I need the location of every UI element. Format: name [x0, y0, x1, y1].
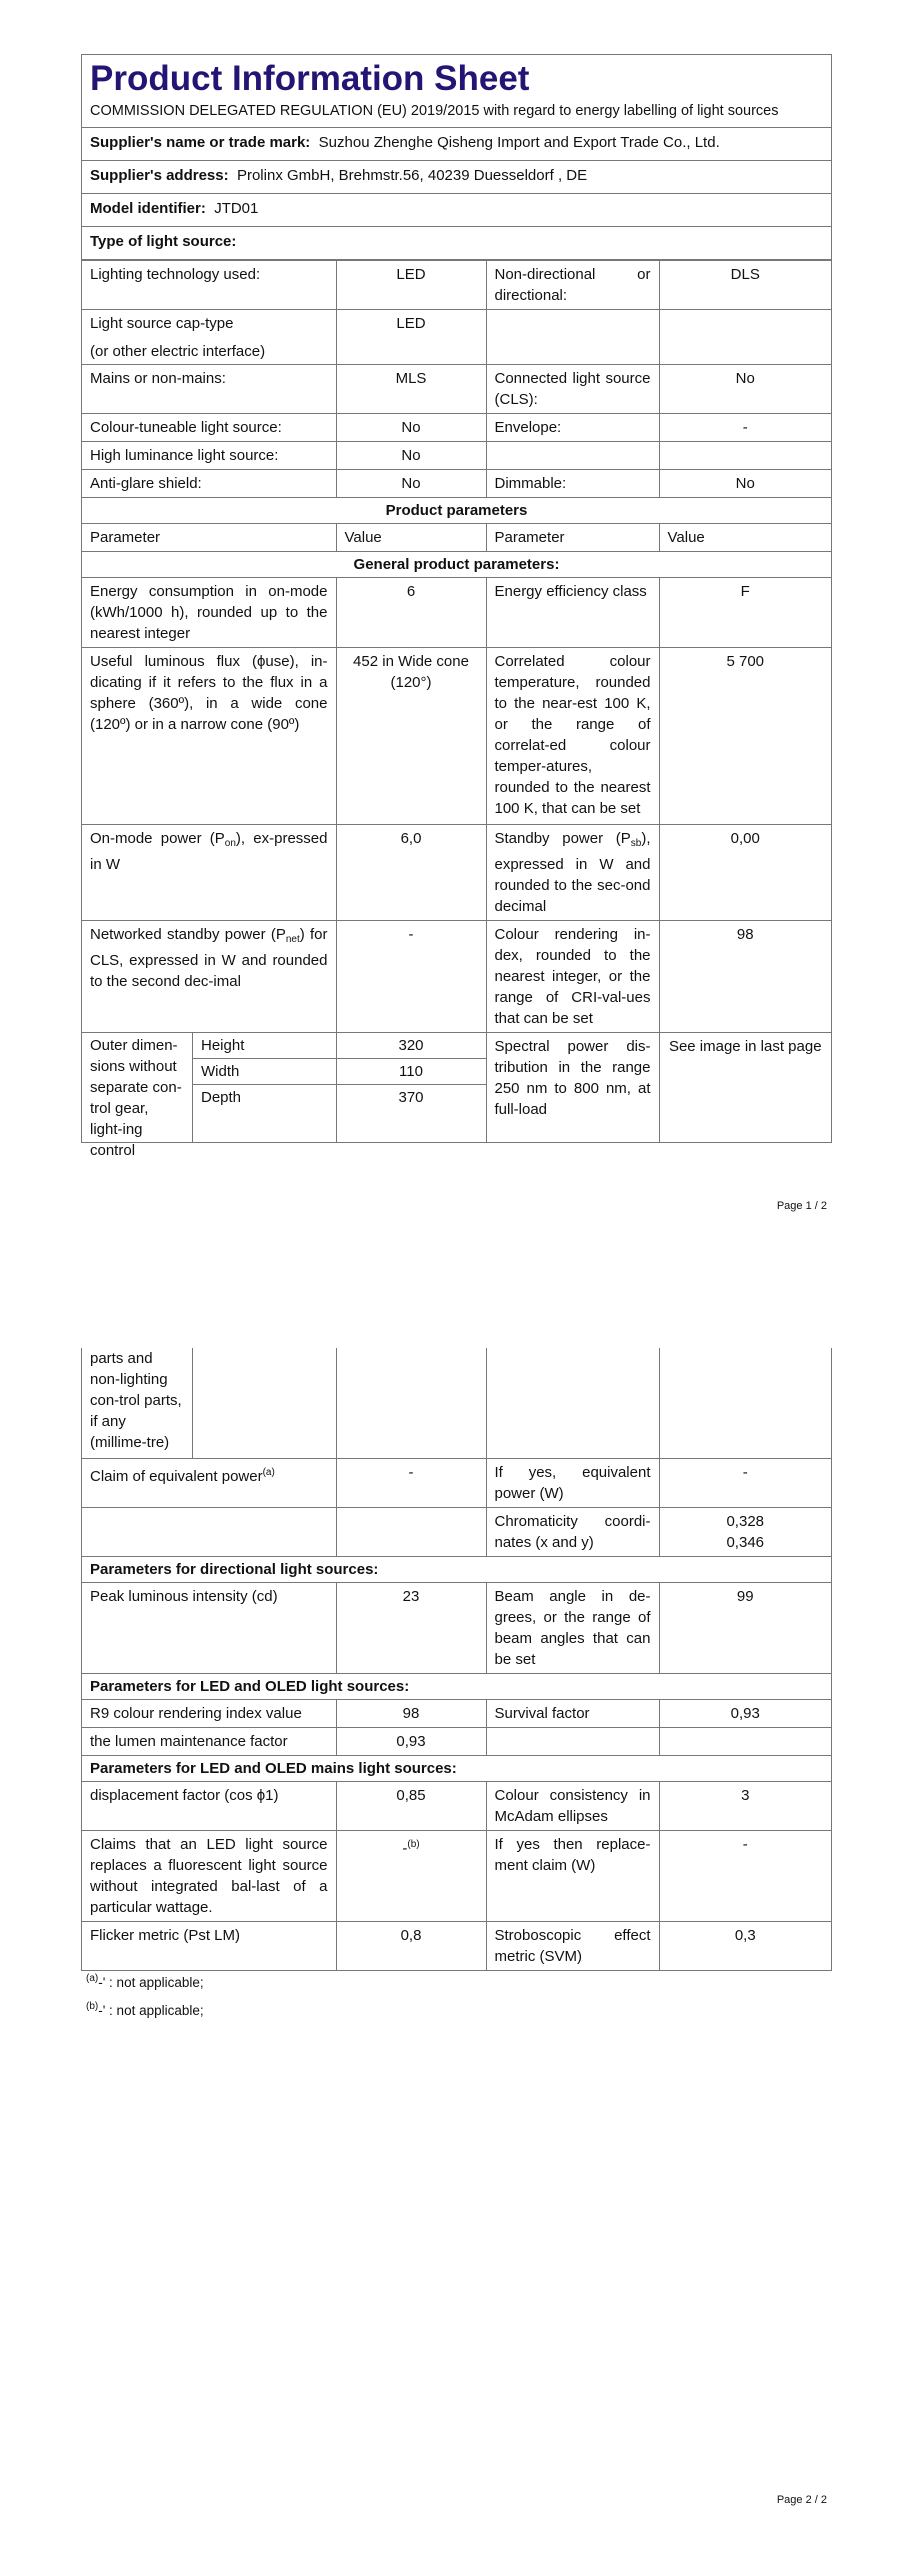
column-header-value-2: Value — [659, 524, 831, 552]
supplier-name-value: Suzhou Zhenghe Qisheng Import and Export Trade Co., Ltd. — [318, 134, 720, 151]
table-row — [82, 310, 831, 365]
standby-power-value: 0,00 — [659, 825, 831, 921]
model-identifier-value: JTD01 — [214, 200, 259, 217]
column-header-row — [82, 524, 831, 552]
section-heading-row — [82, 1756, 831, 1782]
light-source-type-label: Type of light source: — [90, 233, 237, 250]
outer-dimensions-label: Outer dimen-sions without separate con-trol gear, light-ing control — [82, 1033, 193, 1142]
supplier-name-row — [82, 128, 831, 161]
table-row — [82, 825, 831, 921]
product-parameters-heading: Product parameters — [82, 498, 831, 524]
cls-value: No — [659, 365, 831, 414]
led-parameters-heading: Parameters for LED and OLED light sources: — [82, 1674, 831, 1700]
displacement-factor-label: displacement factor (cos ϕ1) — [82, 1782, 336, 1831]
table-row — [82, 414, 831, 442]
page-number-1: Page 1 / 2 — [776, 1200, 827, 1212]
outer-dimensions-cell — [82, 1033, 336, 1159]
model-identifier-row — [82, 194, 831, 227]
height-label: Height — [193, 1033, 336, 1059]
supplier-address-label: Supplier's address: — [90, 167, 229, 184]
table-row — [193, 1033, 336, 1059]
stroboscopic-value: 0,3 — [659, 1922, 831, 1971]
width-label: Width — [193, 1059, 336, 1085]
envelope-label: Envelope: — [486, 414, 659, 442]
colour-temperature-label: Correlated colour temperature, rounded to the near-est 100 K, or the range of correlat-ed colour temper-atures, rounded to the nearest 100 K, that can be set — [486, 648, 659, 825]
mcadam-value: 3 — [659, 1782, 831, 1831]
peak-intensity-label: Peak luminous intensity (cd) — [82, 1583, 336, 1674]
table-row — [337, 1085, 486, 1111]
anti-glare-value: No — [336, 470, 486, 498]
table-row — [82, 921, 831, 1033]
empty-cell — [486, 1348, 659, 1459]
on-mode-power-sub: on — [224, 838, 236, 849]
info-sheet-page-2 — [81, 1348, 832, 1971]
stroboscopic-label: Stroboscopic effect metric (SVM) — [486, 1922, 659, 1971]
chromaticity-x: 0,328 — [726, 1513, 765, 1530]
luminous-flux-value: 452 in Wide cone (120°) — [336, 648, 486, 825]
empty-cell — [659, 442, 831, 470]
dimmable-label: Dimmable: — [486, 470, 659, 498]
column-header-parameter-2: Parameter — [486, 524, 659, 552]
table-row — [82, 470, 831, 498]
tuneable-label: Colour-tuneable light source: — [82, 414, 336, 442]
cap-type-label — [82, 310, 336, 365]
equivalent-power-claim-label — [82, 1459, 336, 1508]
beam-angle-value: 99 — [659, 1583, 831, 1674]
high-luminance-value: No — [336, 442, 486, 470]
empty-cell — [82, 1508, 336, 1557]
supplier-address-row — [82, 161, 831, 194]
networked-standby-label — [82, 921, 336, 1033]
page-1 — [0, 0, 905, 1260]
energy-class-label: Energy efficiency class — [486, 578, 659, 648]
equivalent-power-value: - — [659, 1459, 831, 1508]
fluorescent-claim-sup: (b) — [407, 1839, 420, 1850]
empty-cell — [486, 442, 659, 470]
general-parameters-heading: General product parameters: — [82, 552, 831, 578]
equivalent-power-claim-value: - — [336, 1459, 486, 1508]
table-row — [82, 1782, 831, 1831]
info-sheet-page-1 — [81, 54, 832, 1159]
light-source-type-heading — [82, 227, 831, 260]
cap-type-value: LED — [336, 310, 486, 365]
table-row — [82, 1508, 831, 1557]
page-2 — [0, 1260, 905, 2560]
table-row — [193, 1085, 336, 1111]
supplier-address-value: Prolinx GmbH, Brehmstr.56, 40239 Duesseldorf , DE — [236, 167, 588, 184]
fluorescent-claim-dash: - — [402, 1840, 408, 1857]
survival-factor-value: 0,93 — [659, 1700, 831, 1728]
empty-cell — [336, 1508, 486, 1557]
tuneable-value: No — [336, 414, 486, 442]
energy-consumption-value: 6 — [336, 578, 486, 648]
empty-cell — [486, 1728, 659, 1756]
table-row — [82, 1922, 831, 1971]
standby-power-sub: sb — [630, 838, 642, 849]
table-row — [82, 1831, 831, 1922]
dimension-values-subtable — [337, 1033, 486, 1110]
spectral-distribution-label: Spectral power dis-tribution in the range 250 nm to 800 nm, at full-load — [486, 1033, 659, 1143]
dimensions-subtable — [193, 1033, 336, 1110]
networked-standby-label-b: ) for CLS, expressed in W and rounded to the second dec-imal — [90, 926, 328, 990]
footnote-b — [86, 1995, 204, 2023]
section-heading-row — [82, 1557, 831, 1583]
colour-temperature-value: 5 700 — [659, 648, 831, 825]
chromaticity-label: Chromaticity coordi-nates (x and y) — [486, 1508, 659, 1557]
on-mode-power-label — [82, 825, 336, 921]
column-header-value: Value — [336, 524, 486, 552]
lumen-maintenance-value: 0,93 — [336, 1728, 486, 1756]
table-row — [82, 261, 831, 310]
width-value: 110 — [337, 1059, 486, 1085]
energy-consumption-label: Energy consumption in on-mode (kWh/1000 h), rounded up to the nearest integer — [82, 578, 336, 648]
on-mode-power-value: 6,0 — [336, 825, 486, 921]
parameters-table-page-2 — [82, 1348, 831, 1971]
table-row — [82, 1728, 831, 1756]
led-mains-parameters-heading: Parameters for LED and OLED mains light sources: — [82, 1756, 831, 1782]
cap-type-label-line-1: Light source cap-type — [90, 315, 234, 332]
empty-cell — [659, 310, 831, 365]
high-luminance-label: High luminance light source: — [82, 442, 336, 470]
depth-value: 370 — [398, 1089, 424, 1106]
directional-parameters-heading: Parameters for directional light sources: — [82, 1557, 831, 1583]
table-row — [82, 1700, 831, 1728]
table-row — [337, 1059, 486, 1085]
page-number-2: Page 2 / 2 — [776, 2494, 827, 2506]
column-header-parameter: Parameter — [82, 524, 336, 552]
fluorescent-claim-label: Claims that an LED light source replaces a fluorescent light source without integrated bal-last of a particular wattage. — [82, 1831, 336, 1922]
section-heading-row — [82, 552, 831, 578]
footnote-b-text: -' : not applicable; — [98, 2003, 204, 2018]
beam-angle-label: Beam angle in de-grees, or the range of beam angles that can be set — [486, 1583, 659, 1674]
networked-standby-label-a: Networked standby power (P — [90, 926, 286, 943]
table-row — [337, 1033, 486, 1059]
mains-label: Mains or non-mains: — [82, 365, 336, 414]
table-row — [82, 1348, 831, 1459]
anti-glare-label: Anti-glare shield: — [82, 470, 336, 498]
outer-dimensions-continued-cell — [82, 1348, 336, 1459]
on-mode-power-label-a: On-mode power (P — [90, 830, 225, 847]
standby-power-label-b: ), expressed in W and rounded to the sec-ond decimal — [494, 830, 651, 915]
footnotes — [86, 1967, 204, 2023]
envelope-value: - — [659, 414, 831, 442]
dimension-values-cell — [336, 1033, 486, 1143]
page-title: Product Information Sheet — [90, 59, 530, 98]
table-row — [82, 1583, 831, 1674]
regulation-subtitle: COMMISSION DELEGATED REGULATION (EU) 2019/2015 with regard to energy labelling of light sources — [82, 101, 831, 128]
height-value: 320 — [337, 1033, 486, 1059]
networked-standby-value: - — [336, 921, 486, 1033]
standby-power-label — [486, 825, 659, 921]
empty-cell — [659, 1348, 831, 1459]
footnote-a — [86, 1967, 204, 1995]
footnote-b-mark: (b) — [86, 2001, 99, 2012]
model-identifier-label: Model identifier: — [90, 200, 206, 217]
chromaticity-y: 0,346 — [726, 1534, 765, 1551]
table-row — [82, 1459, 831, 1508]
table-row — [82, 1033, 831, 1143]
spectral-distribution-value: See image in last page — [659, 1033, 831, 1143]
colour-rendering-label: Colour rendering in-dex, rounded to the nearest integer, or the range of CRI-val-ues that can be set — [486, 921, 659, 1033]
lumen-maintenance-label: the lumen maintenance factor — [82, 1728, 336, 1756]
parameters-table-page-1 — [82, 260, 831, 1159]
colour-rendering-value: 98 — [659, 921, 831, 1033]
table-row — [82, 365, 831, 414]
directional-value: DLS — [659, 261, 831, 310]
empty-cell — [659, 1728, 831, 1756]
tech-label: Lighting technology used: — [82, 261, 336, 310]
section-heading-row — [82, 498, 831, 524]
empty-cell — [336, 1348, 486, 1459]
mcadam-label: Colour consistency in McAdam ellipses — [486, 1782, 659, 1831]
cap-type-label-line-2: (or other electric interface) — [90, 343, 266, 360]
r9-label: R9 colour rendering index value — [82, 1700, 336, 1728]
survival-factor-label: Survival factor — [486, 1700, 659, 1728]
luminous-flux-label: Useful luminous flux (ϕuse), in-dicating if it refers to the flux in a sphere (360º), in a wide cone (120º) or in a narrow cone (90º) — [82, 648, 336, 825]
flicker-label: Flicker metric (Pst LM) — [82, 1922, 336, 1971]
table-row — [82, 442, 831, 470]
outer-dimensions-label-continued: parts and non-lighting con-trol parts, if any (millime-tre) — [82, 1348, 193, 1458]
empty-cell — [486, 310, 659, 365]
directional-label: Non-directional or directional: — [486, 261, 659, 310]
standby-power-label-a: Standby power (P — [494, 830, 631, 847]
displacement-factor-value: 0,85 — [336, 1782, 486, 1831]
dimmable-value: No — [659, 470, 831, 498]
equivalent-power-label: If yes, equivalent power (W) — [486, 1459, 659, 1508]
equivalent-power-claim-sup: (a) — [262, 1467, 275, 1478]
depth-label: Depth — [201, 1089, 242, 1106]
table-row — [193, 1059, 336, 1085]
r9-value: 98 — [336, 1700, 486, 1728]
equivalent-power-claim-text: Claim of equivalent power — [90, 1468, 263, 1485]
chromaticity-value — [659, 1508, 831, 1557]
replacement-claim-value: - — [659, 1831, 831, 1922]
peak-intensity-value: 23 — [336, 1583, 486, 1674]
mains-value: MLS — [336, 365, 486, 414]
table-row — [82, 648, 831, 825]
footnote-a-mark: (a) — [86, 1973, 99, 1984]
supplier-name-label: Supplier's name or trade mark: — [90, 134, 311, 151]
table-row — [82, 578, 831, 648]
fluorescent-claim-value — [336, 1831, 486, 1922]
cls-label: Connected light source (CLS): — [486, 365, 659, 414]
footnote-a-text: -' : not applicable; — [98, 1975, 204, 1990]
flicker-value: 0,8 — [336, 1922, 486, 1971]
replacement-claim-label: If yes then replace-ment claim (W) — [486, 1831, 659, 1922]
energy-class-value: F — [659, 578, 831, 648]
on-mode-power-label-b: ), ex-pressed in W — [90, 830, 328, 873]
tech-value: LED — [336, 261, 486, 310]
section-heading-row — [82, 1674, 831, 1700]
networked-standby-sub: net — [285, 934, 300, 945]
